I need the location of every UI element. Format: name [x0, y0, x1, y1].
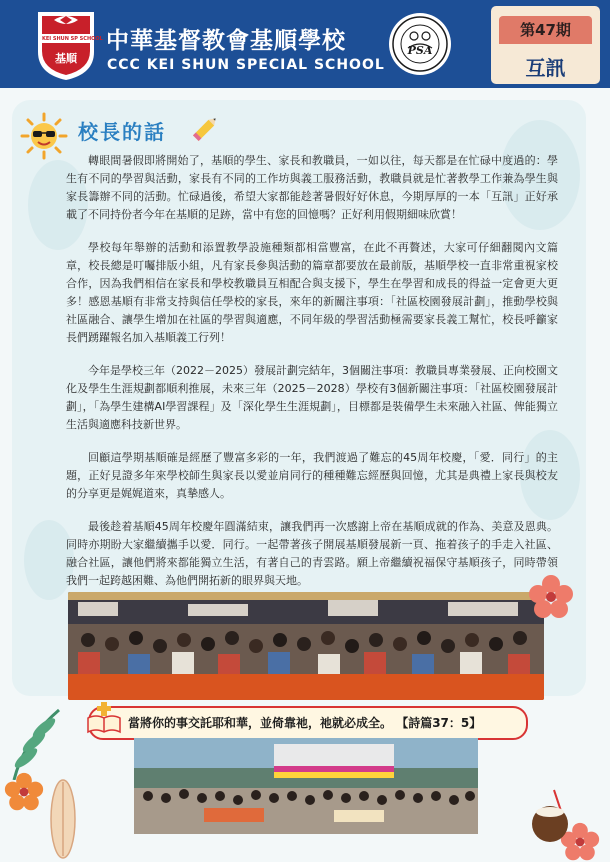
crest-text-bottom: 基順	[55, 52, 77, 65]
section-title: 校長的話	[78, 120, 166, 144]
pencil-icon	[188, 112, 222, 146]
school-crest-logo	[34, 8, 103, 82]
publication-name: 互訊	[525, 56, 566, 80]
banquet-group-photo	[68, 592, 544, 700]
issue-number: 第47期	[520, 21, 571, 39]
message-paragraph: 最後趁着基順45周年校慶年圓滿結束，讓我們再一次感謝上帝在基順成就的作為、美意及恩典。同時亦期盼大家繼續攜手以愛．同行。一起帶著孩子開展基順發展新一頁、拖着孩子的手走入社區、融合社區，讓他們將來都能獨立生活，有著自己的青雲路。願上帝繼續祝福保守基順孩子，同時帶領我們一起跨越困難、為他們開拓新的眼界與天地。	[66, 520, 558, 587]
bible-quote-reference: 【詩篇37：5】	[396, 716, 482, 730]
school-name-chinese: 中華基督教會基順學校	[106, 28, 346, 54]
psa-logo-text: PSA	[407, 44, 433, 57]
bible-quote	[128, 714, 481, 731]
principal-message	[66, 152, 558, 605]
hibiscus-flower-icon	[528, 574, 574, 620]
message-paragraph: 回顧這學期基順確是經歷了豐富多彩的一年，我們渡過了難忘的45周年校慶，「愛．同行」的主題，正好見證多年來學校師生與家長以愛並肩同行的種種難忘經歷與回憶，尤其是典禮上家長與校友的分享更是娓娓道來，真摯感人。	[66, 451, 558, 500]
crest-text-top: KEI SHUN SP SCHOOL	[42, 36, 103, 42]
message-paragraph: 學校每年舉辦的活動和添置教學設施種類都相當豐富，在此不再贅述，大家可仔細翻閱內文篇章，校長總是叮囑排版小組，凡有家長參與活動的篇章都要放在最前版，基順學校一直非常重視家校合作，因為我們相信在家長和學校教職員互相配合與支援下，學生在學習和成長的得益一定會更大更多！感恩基順有非常支持與信任學校的家長，來年的新關注事項：「社區校園發展計劃」，推動學校與社區融合、讓學生增加在社區的學習與適應，不同年級的學習活動極需要家長義工幫忙，校長呼籲家長們踴躍報名加入基順義工行列！	[66, 241, 558, 344]
palm-leaf-icon	[4, 700, 64, 780]
bible-quote-text: 當將你的事交託耶和華，並倚靠祂，祂就必成全。	[128, 716, 393, 730]
message-paragraph: 轉眼間暑假即將開始了，基順的學生、家長和教職員，一如以往，每天都是在忙碌中度過的：學生有不同的學習與活動，家長有不同的工作坊與義工服務活動，教職員就是忙著教學工作兼為學生與家長籌辦不同的活動。忙碌過後，希望大家都能趁著暑假好好休息，今期厚厚的一本「互訊」正好承載了不同持份者今年在基順的足跡，當中有您的回憶嗎？正好利用假期細味欣賞！	[66, 154, 558, 221]
message-paragraph: 今年是學校三年（2022－2025）發展計劃完結年，3個關注事項：教職員專業發展、正向校園文化及學生生涯規劃都順利推展，未來三年（2025－2028）學校有3個新關注事項：「社區校園發展計劃」，「為學生建構AI學習課程」及「深化學生生涯規劃」，目標都是裝備學生未來融入社區、俾能獨立生活與適應科技新世界。	[66, 364, 558, 431]
ferry-group-photo	[134, 738, 478, 834]
coconut-drink-icon	[528, 784, 574, 844]
school-name-english: CCC KEI SHUN SPECIAL SCHOOL	[107, 57, 385, 73]
surfboard-icon	[48, 778, 78, 860]
sun-with-sunglasses-icon	[20, 112, 68, 160]
open-bible-icon	[86, 700, 122, 736]
